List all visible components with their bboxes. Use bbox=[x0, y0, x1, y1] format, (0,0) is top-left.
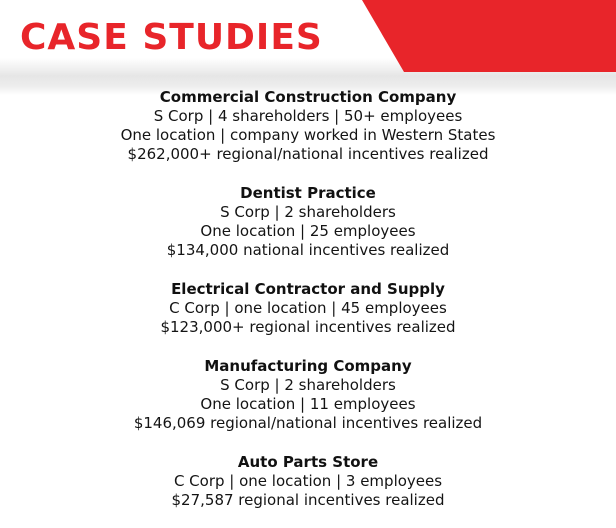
case-study-detail: S Corp | 2 shareholders bbox=[220, 376, 396, 394]
case-study-detail: One location | 25 employees bbox=[200, 222, 416, 240]
case-study-detail: $123,000+ regional incentives realized bbox=[160, 318, 456, 336]
case-study-name: Manufacturing Company bbox=[204, 357, 412, 375]
case-study-name: Commercial Construction Company bbox=[159, 88, 457, 106]
case-studies-list bbox=[0, 87, 616, 512]
page-title: CASE STUDIES bbox=[20, 17, 323, 58]
case-study bbox=[0, 87, 616, 183]
case-study-name: Auto Parts Store bbox=[237, 453, 379, 471]
case-study-name: Dentist Practice bbox=[240, 184, 376, 202]
case-study bbox=[0, 452, 616, 512]
case-study bbox=[0, 183, 616, 279]
case-study-detail: C Corp | one location | 3 employees bbox=[173, 472, 443, 490]
case-study-detail: C Corp | one location | 45 employees bbox=[169, 299, 447, 317]
case-study-detail: $262,000+ regional/national incentives realized bbox=[127, 145, 489, 163]
case-study-detail: $146,069 regional/national incentives realized bbox=[133, 414, 483, 432]
case-study bbox=[0, 356, 616, 452]
case-study-detail: One location | 11 employees bbox=[200, 395, 416, 413]
case-study-detail: S Corp | 4 shareholders | 50+ employees bbox=[153, 107, 463, 125]
case-study bbox=[0, 279, 616, 356]
case-study-detail: S Corp | 2 shareholders bbox=[220, 203, 396, 221]
case-study-name: Electrical Contractor and Supply bbox=[171, 280, 445, 298]
case-study-detail: $134,000 national incentives realized bbox=[166, 241, 450, 259]
case-study-detail: $27,587 regional incentives realized bbox=[171, 491, 445, 509]
case-study-detail: One location | company worked in Western States bbox=[120, 126, 496, 144]
